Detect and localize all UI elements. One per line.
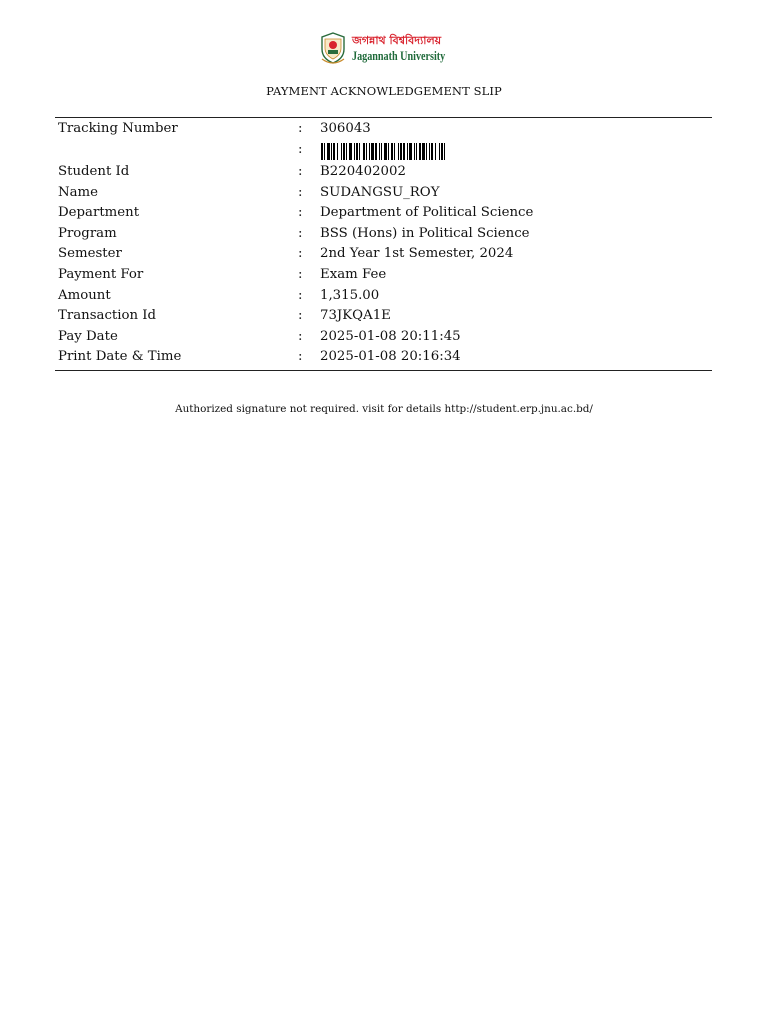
- field-separator: :: [298, 163, 303, 179]
- barcode-bar: [388, 143, 389, 160]
- barcode-bar: [359, 143, 360, 160]
- barcode-bar: [324, 143, 325, 160]
- barcode-bar: [403, 143, 405, 160]
- row-department: [55, 204, 712, 225]
- barcode-bar: [419, 143, 421, 160]
- barcode-bar: [341, 143, 342, 160]
- row-semester: [55, 245, 712, 266]
- barcode-bar: [337, 143, 338, 160]
- field-value: Exam Fee: [320, 266, 387, 282]
- field-separator: :: [298, 349, 303, 365]
- field-separator: :: [298, 184, 303, 200]
- field-label: Transaction Id: [58, 308, 157, 324]
- field-separator: :: [298, 205, 303, 221]
- barcode-bar: [400, 143, 402, 160]
- field-label: Department: [58, 205, 140, 221]
- field-separator: :: [298, 287, 303, 303]
- field-value: BSS (Hons) in Political Science: [320, 225, 530, 241]
- barcode-bar: [416, 143, 417, 160]
- barcode-bar: [371, 143, 374, 160]
- field-separator: :: [298, 308, 303, 324]
- barcode-bar: [398, 143, 399, 160]
- row-program: [55, 225, 712, 246]
- field-value: 2025-01-08 20:11:45: [320, 328, 461, 344]
- field-value: 73JKQA1E: [320, 308, 391, 324]
- barcode-bar: [394, 143, 395, 160]
- field-separator: :: [298, 266, 303, 282]
- row-payment-for: [55, 266, 712, 287]
- barcode-bar: [354, 143, 355, 160]
- barcode-bar: [321, 143, 323, 160]
- barcode-bar: [331, 143, 332, 160]
- field-label: Tracking Number: [58, 121, 178, 136]
- field-label: Student Id: [58, 163, 130, 179]
- logo-bangla-text: জগন্নাথ বিশ্ববিদ্যালয়: [352, 34, 442, 47]
- field-label: Print Date & Time: [58, 349, 182, 365]
- field-label: Pay Date: [58, 328, 118, 344]
- row-name: [55, 184, 712, 205]
- field-value: 2025-01-08 20:16:34: [320, 349, 461, 365]
- barcode-bar: [414, 143, 415, 160]
- row-pay-date: [55, 328, 712, 349]
- barcode-bar: [384, 143, 387, 160]
- field-separator: :: [298, 121, 303, 136]
- barcode-bar: [431, 143, 433, 160]
- barcode-bar: [327, 143, 330, 160]
- barcode-bar: [366, 143, 367, 160]
- barcode-bar: [363, 143, 365, 160]
- row-student-id: [55, 163, 712, 184]
- field-label: Payment For: [58, 266, 144, 282]
- university-seal-icon: [320, 32, 346, 64]
- field-separator: :: [298, 225, 303, 241]
- field-value: Department of Political Science: [320, 205, 534, 221]
- barcode-bar: [381, 143, 382, 160]
- field-label: Program: [58, 225, 117, 241]
- field-value: 1,315.00: [320, 287, 380, 303]
- field-label: Name: [58, 184, 99, 200]
- field-value: B220402002: [320, 163, 406, 179]
- logo-english-text: Jagannath University: [352, 48, 446, 63]
- row-transaction-id: [55, 307, 712, 328]
- barcode-bar: [407, 143, 408, 160]
- barcode-bar: [379, 143, 380, 160]
- field-separator: :: [298, 328, 303, 344]
- field-label: Semester: [58, 246, 122, 262]
- row-amount: [55, 287, 712, 308]
- page-title: PAYMENT ACKNOWLEDGEMENT SLIP: [266, 84, 502, 98]
- payment-details-table: [55, 117, 712, 371]
- barcode-bar: [349, 143, 352, 160]
- barcode-bar: [346, 143, 347, 160]
- field-label: Amount: [58, 287, 111, 303]
- row-barcode: [55, 141, 712, 163]
- barcode-bar: [422, 143, 425, 160]
- barcode-bar: [391, 143, 393, 160]
- barcode-bar: [429, 143, 430, 160]
- barcode-bar: [439, 143, 440, 160]
- barcode-bar: [343, 143, 345, 160]
- barcode-bar: [444, 143, 445, 160]
- row-print-date-time: [55, 348, 712, 369]
- barcode-bar: [441, 143, 443, 160]
- barcode-bar: [333, 143, 335, 160]
- field-separator: :: [298, 246, 303, 262]
- field-value: 306043: [320, 121, 371, 136]
- footer-note: Authorized signature not required. visit for details http://student.erp.jnu.ac.bd/: [175, 403, 593, 415]
- tracking-barcode: [321, 143, 484, 160]
- field-separator: :: [298, 141, 303, 157]
- barcode-bar: [426, 143, 427, 160]
- university-logo: [318, 30, 448, 68]
- row-tracking-number: [55, 120, 712, 141]
- barcode-bar: [369, 143, 370, 160]
- field-value: 2nd Year 1st Semester, 2024: [320, 246, 514, 262]
- barcode-bar: [375, 143, 377, 160]
- barcode-bar: [435, 143, 436, 160]
- barcode-bar: [409, 143, 412, 160]
- field-value: SUDANGSU_ROY: [320, 184, 440, 200]
- barcode-bar: [356, 143, 358, 160]
